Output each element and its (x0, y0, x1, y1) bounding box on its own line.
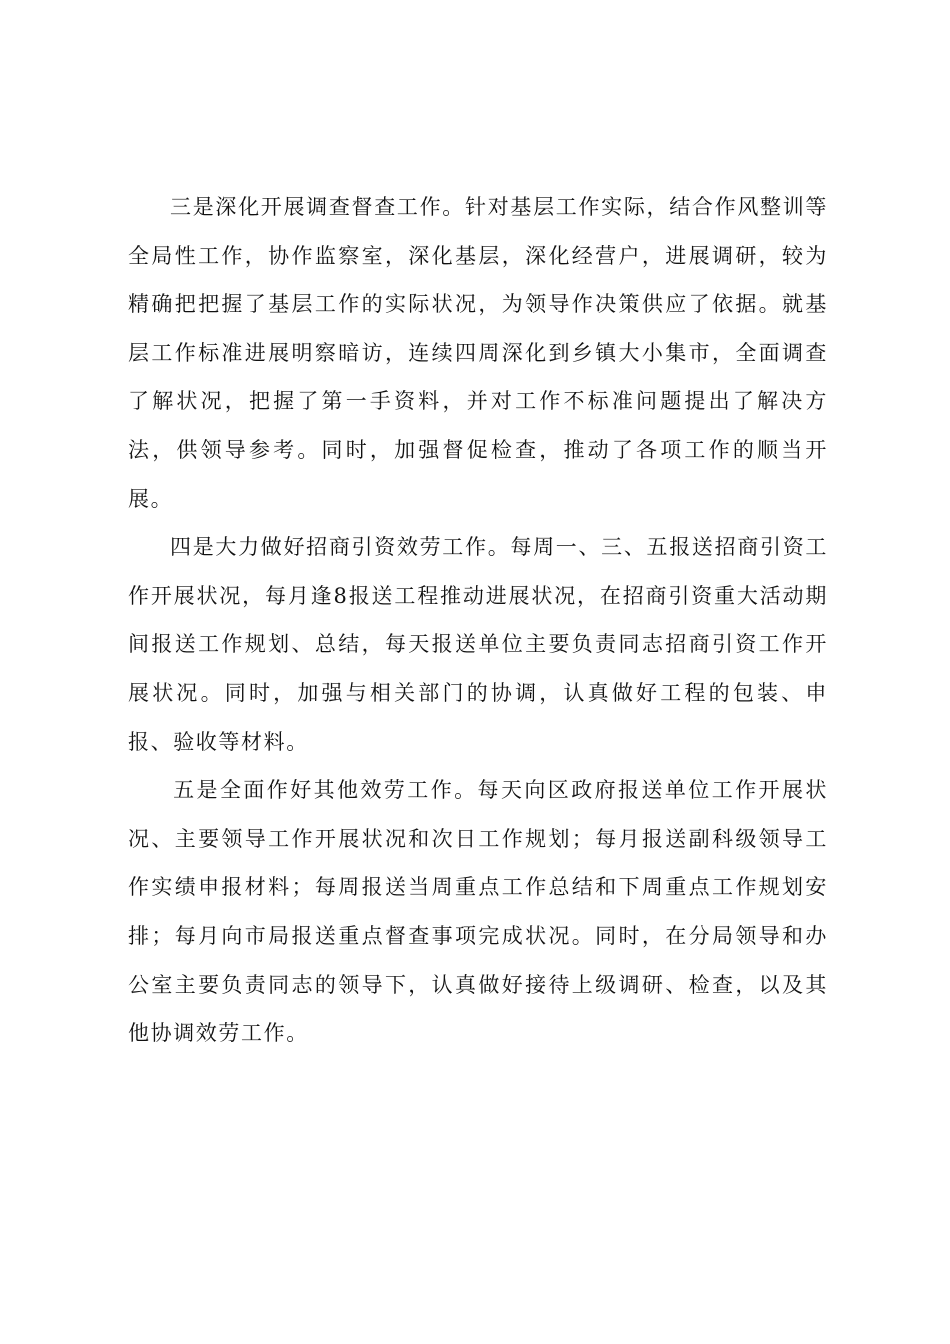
paragraph-investigation-supervision: 三是深化开展调查督查工作。针对基层工作实际，结合作风整训等全局性工作，协作监察室，深化基层，深化经营户，进展调研，较为精确把把握了基层工作的实际状况，为领导作决策供应了依据。就基层工作标准进展明察暗访，连续四周深化到乡镇大小集市，全面调查了解状况，把握了第一手资料，并对工作不标准问题提出了解决方法，供领导参考。同时，加强督促检查，推动了各项工作的顺当开展。 (128, 195, 828, 511)
paragraph-investment-service: 四是大力做好招商引资效劳工作。每周一、三、五报送招商引资工作开展状况，每月逢8报送工程推动进展状况，在招商引资重大活动期间报送工作规划、总结，每天报送单位主要负责同志招商引资工作开展状况。同时，加强与相关部门的协调，认真做好工程的包装、申报、验收等材料。 (128, 535, 828, 754)
document-body (128, 183, 828, 1058)
paragraph-other-services: 五是全面作好其他效劳工作。每天向区政府报送单位工作开展状况、主要领导工作开展状况和次日工作规划；每月报送副科级领导工作实绩申报材料；每周报送当周重点工作总结和下周重点工作规划安排；每月向市局报送重点督查事项完成状况。同时，在分局领导和办公室主要负责同志的领导下，认真做好接待上级调研、检查，以及其他协调效劳工作。 (128, 778, 828, 1046)
